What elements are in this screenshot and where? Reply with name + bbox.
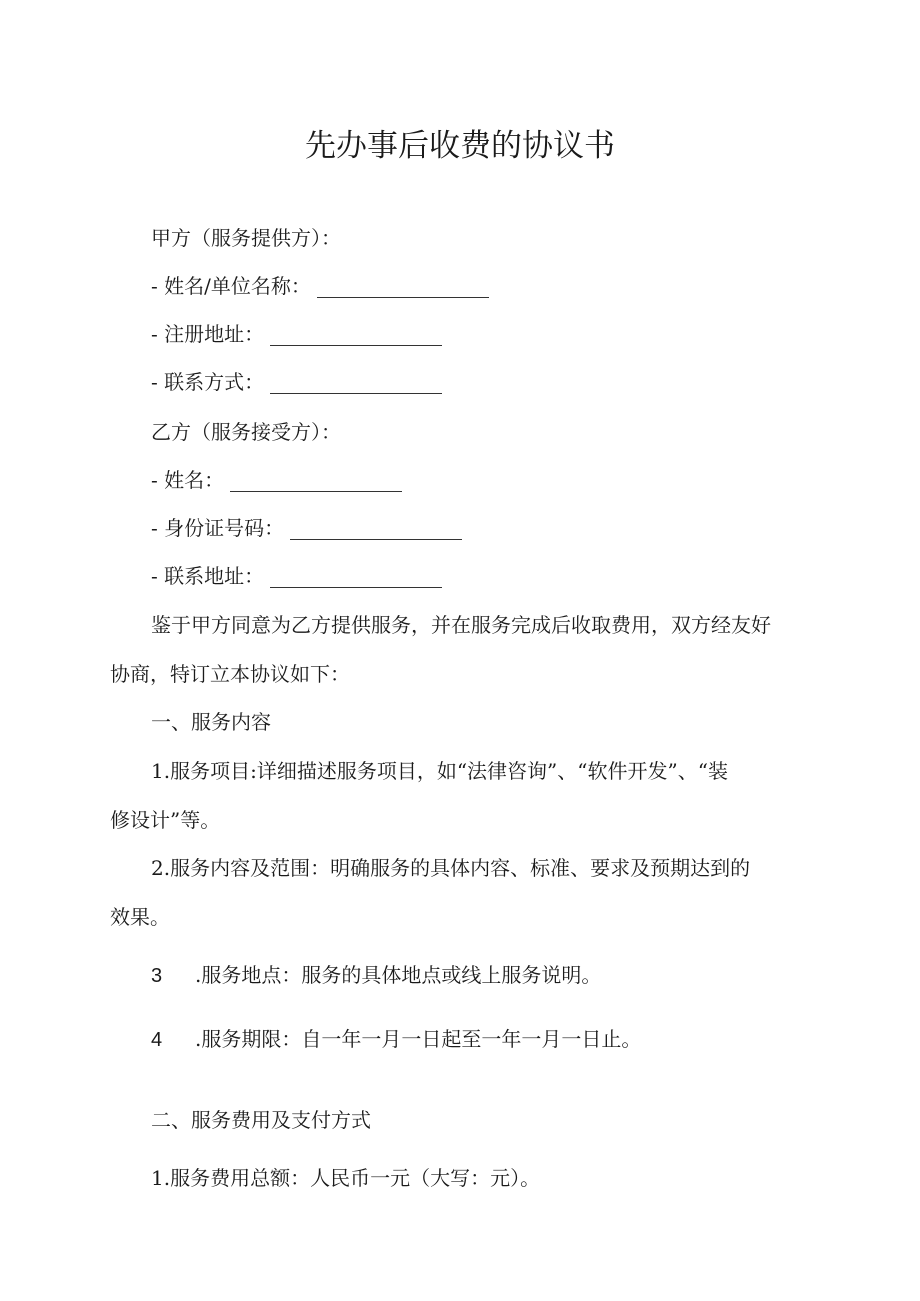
party-a-name-blank[interactable] [317,281,489,298]
party-a-heading: 甲方（服务提供方）： [151,226,341,250]
section-1-item-2-line-1: 2.服务内容及范围：明确服务的具体内容、标准、要求及预期达到的 [151,856,751,880]
intro-line-2: 协商，特订立本协议如下： [110,662,350,686]
party-b-id-row [151,516,462,540]
party-b-address-label: - 联系地址： [151,564,265,588]
party-a-contact-row [151,370,442,394]
section-1-item-4-text: .服务期限：自一年一月一日起至一年一月一日止。 [195,1027,642,1051]
party-b-id-blank[interactable] [290,523,462,540]
party-b-name-row [151,468,402,492]
party-b-id-label: - 身份证号码： [151,516,285,540]
section-1-item-4 [151,1027,641,1052]
intro-line-1: 鉴于甲方同意为乙方提供服务，并在服务完成后收取费用，双方经友好 [151,613,771,637]
party-a-name-row [151,274,489,298]
document-title: 先办事后收费的协议书 [305,128,615,164]
section-1-item-1-line-2: 修设计”等。 [110,808,221,832]
party-a-name-label: - 姓名/单位名称： [151,274,311,298]
party-a-contact-label: - 联系方式： [151,370,265,394]
party-b-heading: 乙方（服务接受方）： [151,420,341,444]
section-1-item-4-number: 4 [151,1029,163,1051]
section-1-item-1-line-1: 1.服务项目:详细描述服务项目，如“法律咨询”、“软件开发”、“装 [151,759,728,783]
party-a-address-blank[interactable] [270,329,442,346]
party-b-name-label: - 姓名： [151,468,225,492]
party-b-name-blank[interactable] [230,475,402,492]
section-1-item-3-text: .服务地点：服务的具体地点或线上服务说明。 [195,963,602,987]
section-1-item-2-line-2: 效果。 [110,905,170,929]
section-1-item-3-number: 3 [151,965,163,987]
party-a-contact-blank[interactable] [270,377,442,394]
party-a-address-label: - 注册地址： [151,322,265,346]
section-2-item-1: 1.服务费用总额：人民币一元（大写：元）。 [151,1166,541,1190]
section-2-heading: 二、服务费用及支付方式 [151,1108,371,1132]
party-b-address-row [151,564,442,588]
section-1-item-3 [151,963,601,988]
party-b-address-blank[interactable] [270,571,442,588]
party-a-address-row [151,322,442,346]
section-1-heading: 一、服务内容 [151,710,271,734]
